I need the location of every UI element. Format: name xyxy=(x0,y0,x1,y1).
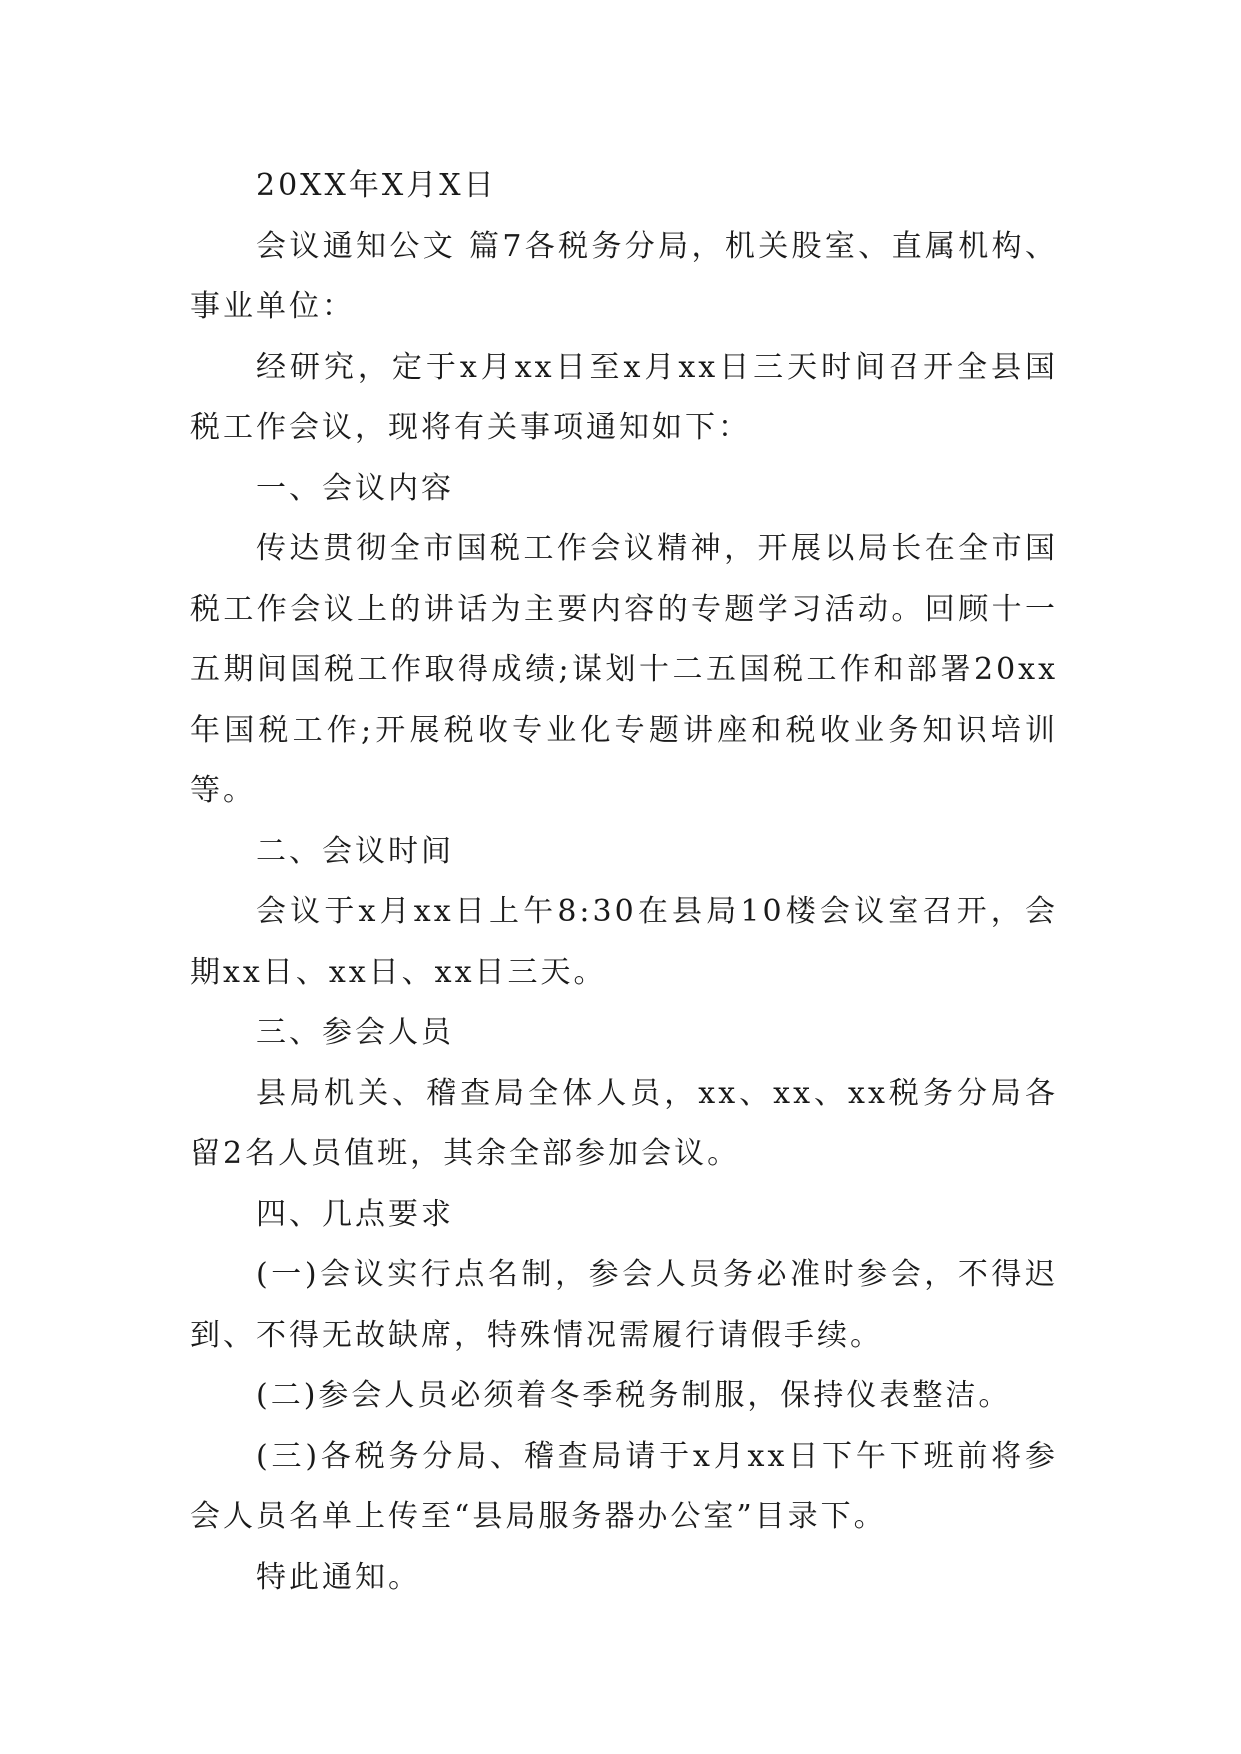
section-heading-attendees: 三、参会人员 xyxy=(256,1015,454,1050)
notice-heading-recipients: 会议通知公文 篇7各税务分局，机关股室、直属机构、事业单位： xyxy=(190,228,1058,324)
section-heading-content: 一、会议内容 xyxy=(256,470,454,506)
section-heading-requirements: 四、几点要求 xyxy=(256,1196,454,1232)
document-date: 20XX年X月X日 xyxy=(256,168,497,203)
section-body-time: 会议于x月xx日上午8:30在县局10楼会议室召开，会期xx日、xx日、xx日三天。 xyxy=(190,894,1058,990)
document-body xyxy=(190,156,1058,1608)
requirement-item-1: (一)会议实行点名制，参会人员务必准时参会，不得迟到、不得无故缺席，特殊情况需履行请假手续。 xyxy=(190,1257,1058,1353)
notice-intro: 经研究，定于x月xx日至x月xx日三天时间召开全县国税工作会议，现将有关事项通知如下： xyxy=(190,349,1058,445)
section-heading-time: 二、会议时间 xyxy=(256,833,454,869)
requirement-item-3: (三)各税务分局、稽查局请于x月xx日下午下班前将参会人员名单上传至“县局服务器办公室”目录下。 xyxy=(190,1438,1058,1534)
section-body-attendees: 县局机关、稽查局全体人员，xx、xx、xx税务分局各留2名人员值班，其余全部参加会议。 xyxy=(190,1075,1058,1171)
section-body-content: 传达贯彻全市国税工作会议精神，开展以局长在全市国税工作会议上的讲话为主要内容的专题学习活动。回顾十一五期间国税工作取得成绩;谋划十二五国税工作和部署20xx年国税工作;开展税收专业化专题讲座和税收业务知识培训等。 xyxy=(190,531,1058,808)
closing-remark: 特此通知。 xyxy=(256,1559,421,1595)
requirement-item-2: (二)参会人员必须着冬季税务制服，保持仪表整洁。 xyxy=(256,1378,1012,1413)
